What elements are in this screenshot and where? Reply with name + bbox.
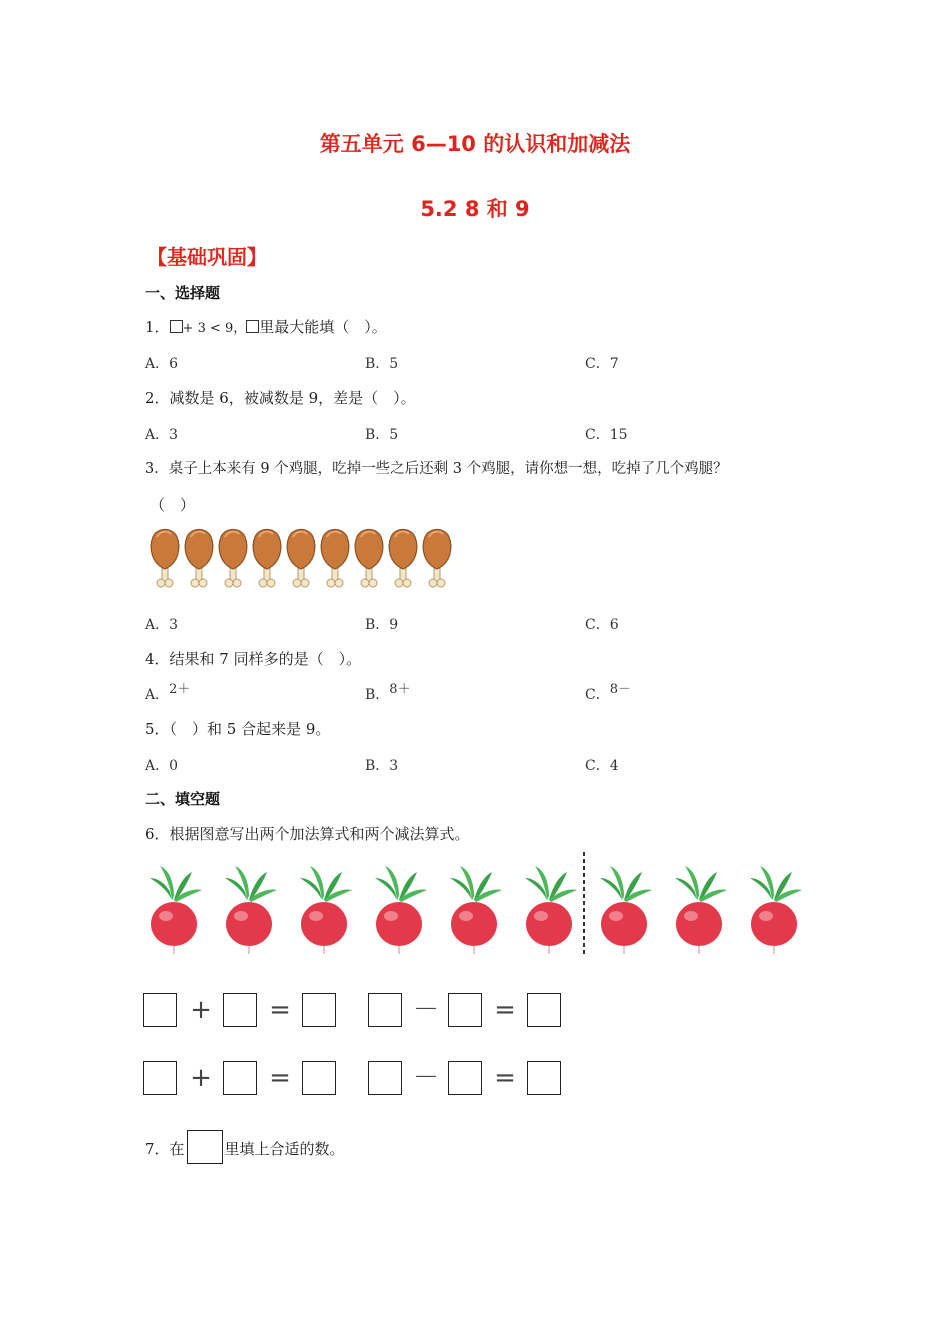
q1-expr: + 3 < 9， — [182, 321, 247, 336]
equals-sign: = — [269, 995, 291, 1025]
question-2: 2．减数是 6，被减数是 9，差是（ ）。 — [145, 389, 416, 407]
q4-option-c-expr: 8－ — [609, 682, 631, 697]
q4-option-b-label: B． — [365, 687, 390, 703]
drumstick-icon — [219, 530, 247, 588]
answer-box[interactable] — [368, 1061, 402, 1095]
q2-option-b[interactable]: B．5 — [365, 427, 399, 443]
plus-sign: + — [190, 995, 212, 1025]
answer-box[interactable] — [187, 1130, 223, 1164]
q3-option-a[interactable]: A．3 — [145, 617, 179, 633]
q5-option-a[interactable]: A．0 — [145, 758, 179, 774]
radish-icon — [300, 866, 352, 954]
question-7 — [145, 1130, 345, 1164]
radish-icon — [525, 866, 577, 954]
minus-sign: － — [412, 995, 439, 1025]
drumstick-icon — [423, 530, 451, 588]
radish-icon — [450, 866, 502, 954]
page-subtitle: 5.2 8 和 9 — [420, 197, 530, 221]
q5-option-b[interactable]: B．3 — [365, 758, 399, 774]
q2-option-c[interactable]: C．15 — [585, 427, 628, 443]
radish-icon — [675, 866, 727, 954]
blank-square-icon — [170, 320, 183, 333]
answer-box[interactable] — [143, 993, 177, 1027]
plus-sign: + — [190, 1063, 212, 1093]
drumstick-icon — [355, 530, 383, 588]
drumstick-icon — [287, 530, 315, 588]
answer-box[interactable] — [143, 1061, 177, 1095]
answer-box[interactable] — [223, 993, 257, 1027]
drumsticks-image — [145, 523, 455, 593]
blank-square-icon — [246, 320, 259, 333]
q4-option-c[interactable] — [585, 684, 631, 704]
minus-sign: － — [412, 1063, 439, 1093]
equals-sign: = — [494, 1063, 516, 1093]
q1-option-c[interactable]: C．7 — [585, 356, 619, 372]
equals-sign: = — [269, 1063, 291, 1093]
page-title: 第五单元 6—10 的认识和加减法 — [319, 132, 631, 156]
q3-option-b[interactable]: B．9 — [365, 617, 399, 633]
drumstick-icon — [389, 530, 417, 588]
section-label: 【基础巩固】 — [147, 245, 267, 269]
q4-option-b[interactable] — [365, 684, 411, 704]
answer-box[interactable] — [223, 1061, 257, 1095]
answer-box[interactable] — [368, 993, 402, 1027]
q5-option-c[interactable]: C．4 — [585, 758, 619, 774]
q1-option-a[interactable]: A．6 — [145, 356, 179, 372]
answer-box[interactable] — [302, 993, 336, 1027]
radishes-image — [140, 850, 810, 960]
radish-icon — [375, 866, 427, 954]
question-3: 3．桌子上本来有 9 个鸡腿，吃掉一些之后还剩 3 个鸡腿，请你想一想，吃掉了几个鸡腿？ — [145, 461, 728, 477]
q1-num: 1． — [145, 318, 170, 336]
drumstick-icon — [151, 530, 179, 588]
q7-pre: 7．在 — [145, 1140, 185, 1158]
drumstick-icon — [185, 530, 213, 588]
q4-option-b-expr: 8＋ — [389, 682, 411, 697]
radish-icon — [225, 866, 277, 954]
q2-option-a[interactable]: A．3 — [145, 427, 179, 443]
answer-box[interactable] — [302, 1061, 336, 1095]
part2-heading: 二、填空题 — [145, 790, 221, 808]
drumstick-icon — [321, 530, 349, 588]
radish-icon — [150, 866, 202, 954]
q4-option-a-label: A． — [145, 687, 170, 703]
answer-box[interactable] — [448, 1061, 482, 1095]
question-1 — [145, 316, 387, 337]
q1-tail: 里最大能填（ ）。 — [259, 318, 387, 336]
q4-option-c-label: C． — [585, 687, 610, 703]
question-4: 4．结果和 7 同样多的是（ ）。 — [145, 650, 362, 668]
q3-paren: （ ） — [150, 496, 196, 514]
drumstick-icon — [253, 530, 281, 588]
question-6: 6．根据图意写出两个加法算式和两个减法算式。 — [145, 825, 470, 843]
q4-option-a-expr: 2＋ — [169, 682, 191, 697]
radish-icon — [600, 866, 652, 954]
answer-box[interactable] — [527, 993, 561, 1027]
q4-option-a[interactable] — [145, 684, 190, 704]
q3-option-c[interactable]: C．6 — [585, 617, 619, 633]
q1-option-b[interactable]: B．5 — [365, 356, 399, 372]
equals-sign: = — [494, 995, 516, 1025]
question-5: 5．（ ）和 5 合起来是 9。 — [145, 720, 331, 738]
q7-post: 里填上合适的数。 — [224, 1140, 345, 1158]
radish-icon — [750, 866, 802, 954]
answer-box[interactable] — [448, 993, 482, 1027]
answer-box[interactable] — [527, 1061, 561, 1095]
part1-heading: 一、选择题 — [145, 284, 221, 302]
